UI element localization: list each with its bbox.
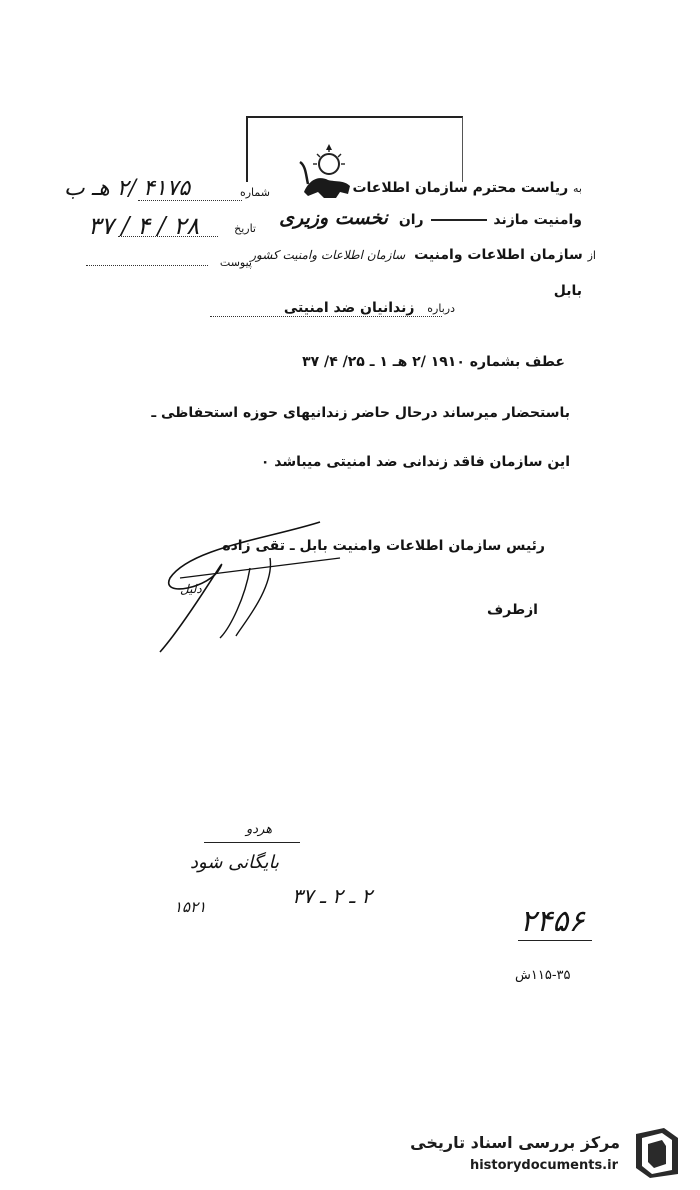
date-label: تاریخ: [234, 222, 256, 235]
document-code: ۱۱۵-۳۵ش: [515, 968, 571, 983]
attachment-dotted-line: [86, 265, 208, 266]
subject-label: درباره: [427, 302, 455, 315]
handwritten-prime-ministry: نخست وزیری: [279, 207, 388, 229]
note-number: ۱۵۲۱: [174, 898, 207, 916]
date-value-handwritten: ۲۸ / ۴ / ۳۷: [88, 212, 200, 240]
note-both: هردو: [246, 822, 273, 837]
body-line-1: باستحضار میرساند درحال حاضر زندانیهای حوزه استحفاظی ـ: [151, 405, 570, 421]
subject-line: [284, 300, 455, 316]
to-label: به: [573, 182, 582, 195]
addressee-line2-prefix: وامنیت مازند: [493, 212, 582, 228]
addressee-line-2: [279, 207, 582, 229]
note-date: ۲ ـ ۲ ـ ۳۷: [292, 884, 373, 908]
subject-text: زندانیان ضد امنیتی: [283, 300, 415, 316]
archive-number-handwritten: ۲۴۵۶: [520, 904, 585, 939]
signatory-title: رئیس سازمان اطلاعات وامنیت بابل ـ تقی زاده: [222, 538, 545, 554]
city-name: بابل: [553, 283, 582, 299]
watermark-org-name: مرکز بررسی اسناد تاریخی: [410, 1133, 620, 1152]
archive-logo-icon: [628, 1124, 686, 1182]
body-line-2: این سازمان فاقد زندانی ضد امنیتی میباشد ۰: [260, 454, 570, 470]
city-line: [554, 283, 582, 299]
watermark-url: historydocuments.ir: [469, 1158, 618, 1173]
signature-handwritten-name: دلیل: [180, 582, 202, 596]
addressee-line2-suffix: ران: [398, 212, 424, 228]
note-archive: بایگانی شود: [190, 852, 280, 873]
from-line: [250, 247, 596, 263]
subject-dotted-line: [210, 316, 442, 317]
number-value-handwritten: ۴۱۷۵ /۲ هـ ب: [64, 176, 191, 201]
addressee-text: ریاست محترم سازمان اطلاعات: [352, 180, 569, 196]
archive-number-underline: [518, 940, 592, 941]
lion-and-sun-emblem-icon: [296, 142, 360, 202]
reference-line: عطف بشماره ۱۹۱۰ /۲ هـ ۱ ـ ۲۵/ ۴/ ۳۷: [302, 354, 565, 370]
from-text: سازمان اطلاعات وامنیت: [414, 247, 583, 263]
handwritten-national-org: سازمان اطلاعات وامنیت کشور: [250, 248, 406, 262]
note-underline: [204, 842, 300, 843]
attachment-label: پیوست: [219, 256, 252, 269]
number-label: شماره: [239, 186, 270, 199]
addressee-line-1: [352, 180, 582, 196]
on-behalf-label: ازطرف: [486, 602, 538, 618]
from-label: از: [587, 249, 596, 262]
